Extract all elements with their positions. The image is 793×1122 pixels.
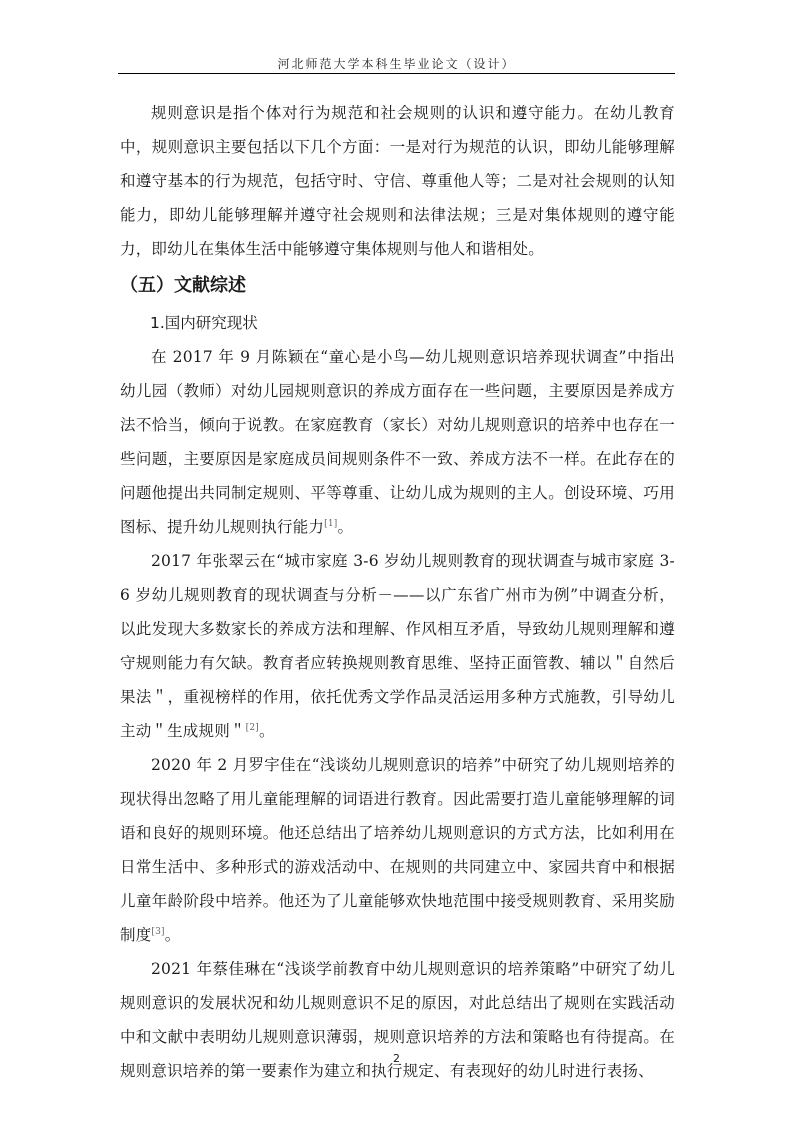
citation-marker: [2] <box>245 723 259 733</box>
paragraph-text-tail: 。 <box>337 518 354 536</box>
paragraph-luo-yujia <box>120 748 675 952</box>
paragraph-zhang-cuiyun <box>120 544 675 748</box>
paragraph-cai-jialin <box>120 952 675 1088</box>
page-number: 2 <box>393 1052 400 1065</box>
paragraph-text: 2021 年蔡佳琳在“浅谈学前教育中幼儿规则意识的培养策略”中研究了幼儿规则意识的发展状况和幼儿规则意识不足的原因，对此总结出了规则在实践活动中和文献中表明幼儿规则意识薄弱，规则意识培养的方法和策略也有待提高。在规则意识培养的第一要素作为建立和执行规定、有表现好的幼儿时进行表扬、 <box>120 960 675 1080</box>
subheading-domestic-research: 1.国内研究现状 <box>150 314 258 332</box>
paragraph-rule-awareness <box>120 96 675 266</box>
paragraph-text-tail: 。 <box>164 926 181 944</box>
header-divider <box>118 73 675 74</box>
page-body <box>120 96 675 1088</box>
paragraph-chen-ying <box>120 340 675 544</box>
paragraph-text: 规则意识是指个体对行为规范和社会规则的认识和遵守能力。在幼儿教育中，规则意识主要包括以下几个方面：一是对行为规范的认识，即幼儿能够理解和遵守基本的行为规范，包括守时、守信、尊重他人等；二是对社会规则的认知能力，即幼儿能够理解并遵守社会规则和法律法规；三是对集体规则的遵守能力，即幼儿在集体生活中能够遵守集体规则与他人和谐相处。 <box>120 104 675 258</box>
paragraph-text: 2020 年 2 月罗宇佳在“浅谈幼儿规则意识的培养”中研究了幼儿规则培养的现状得出忽略了用儿童能理解的词语进行教育。因此需要打造儿童能够理解的词语和良好的规则环境。他还总结出了培养幼儿规则意识的方式方法，比如利用在日常生活中、多种形式的游戏活动中、在规则的共同建立中、家园共育中和根据儿童年龄阶段中培养。他还为了儿童能够欢快地范围中接受规则教育、采用奖励制度 <box>120 756 675 944</box>
paragraph-text: 在 2017 年 9 月陈颖在“童心是小鸟—幼儿规则意识培养现状调查”中指出幼儿园（教师）对幼儿园规则意识的养成方面存在一些问题，主要原因是养成方法不恰当，倾向于说教。在家庭教育（家长）对幼儿规则意识的培养中也存在一些问题，主要原因是家庭成员间规则条件不一致、养成方法不一样。在此存在的问题他提出共同制定规则、平等尊重、让幼儿成为规则的主人。创设环境、巧用图标、提升幼儿规则执行能力 <box>120 348 675 536</box>
running-header: 河北师范大学本科生毕业论文（设计） <box>277 57 516 71</box>
citation-marker: [1] <box>324 519 338 529</box>
paragraph-text-tail: 。 <box>258 722 275 740</box>
section-heading-literature-review: （五）文献综述 <box>120 275 246 296</box>
citation-marker: [3] <box>151 927 165 937</box>
paragraph-text: 2017 年张翠云在“城市家庭 3-6 岁幼儿规则教育的现状调查与城市家庭 3-6 岁幼儿规则教育的现状调查与分析－——以广东省广州市为例”中调查分析，以此发现大多数家长的养成方法和理解、作风相互矛盾，导致幼儿规则理解和遵守规则能力有欠缺。教育者应转换规则教育思维、坚持正面管教、辅以＂自然后果法＂，重视榜样的作用，依托优秀文学作品灵活运用多种方式施教，引导幼儿主动＂生成规则＂ <box>120 552 675 740</box>
